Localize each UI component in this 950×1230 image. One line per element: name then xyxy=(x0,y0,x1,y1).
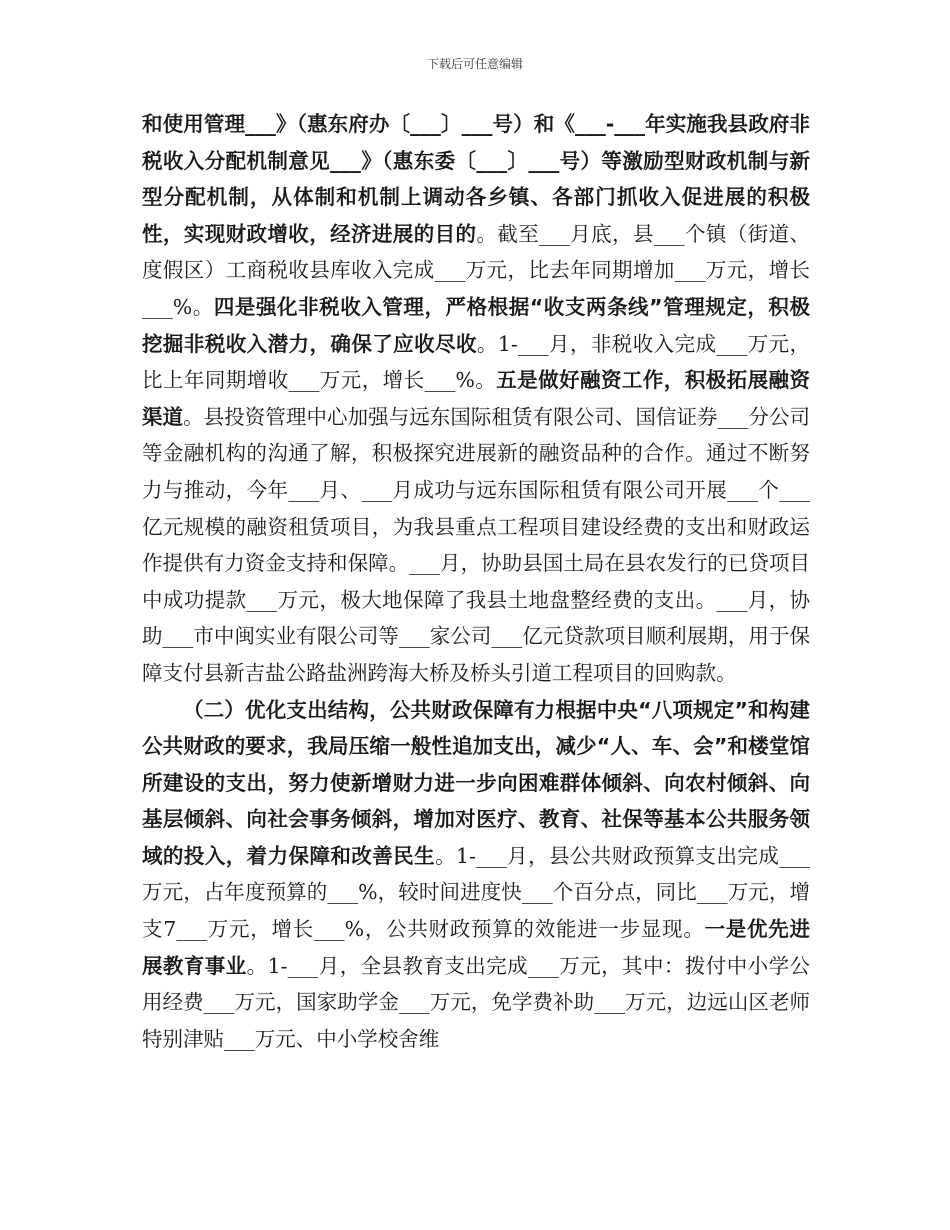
paragraph xyxy=(142,692,810,1058)
page-header: 下载后可任意编辑 xyxy=(426,57,523,71)
body-text: 。1-___月，县公共财政预算支出完成___万元，占年度预算的___%，较时间进度快___个百分点，同比___万元，增支7___万元，增长___%，公共财政预算的效能进一步显现。 xyxy=(142,843,811,942)
body-text: 。1-___月，全县教育支出完成___万元，其中：拨付中小学公用经费___万元，国家助学金___万元，免学费补助___万元，边远山区老师特别津贴___万元、中小学校舍维 xyxy=(142,953,811,1051)
bold-text: 一是优先进展教育事业 xyxy=(142,917,811,978)
document-body xyxy=(142,106,810,1057)
body-text: 。县投资管理中心加强与远东国际租赁有限公司、国信证券___分公司等金融机构的沟通了解，积极探究进展新的融资品种的合作。通过不断努力与推动，今年___月、___月成功与远东国际租赁有限公司开展___个___亿元规模的融资租赁项目，为我县重点工程项目建设经费的支出和财政运作提供有力资金支持和保障。___月，协助县国土局在县农发行的已贷项目中成功提款___万元，极大地保障了我县土地盘整经费的支出。___月，协助___市中闽实业有限公司等___家公司___亿元贷款项目顺利展期，用于保障支付县新吉盐公路盐洲跨海大桥及桥头引道工程项目的回购款。 xyxy=(142,404,811,685)
body-text: 。截至___月底，县___个镇（街道、度假区）工商税收县库收入完成___万元，比去年同期增加___万元，增长___%。 xyxy=(142,221,811,319)
bold-text: 四是强化非税收入管理，严格根据“收支两条线”管理规定，积极挖掘非税收入潜力，确保了应收尽收 xyxy=(142,294,810,356)
bold-text: 和使用管理___》（惠东府办〔___〕___号）和《___-___年实施我县政府非税收入分配机制意见___》（惠东委〔___〕___号）等激励型财政机制与新型分配机制，从体制和机制上调动各乡镇、各部门抓收入促进展的积极性，实现财政增收，经济进展的目的 xyxy=(142,112,810,246)
bold-text: （二）优化支出结构，公共财政保障有力根据中央“八项规定”和构建公共财政的要求，我局压缩一般性追加支出，减少“人、车、会”和楼堂馆所建设的支出，努力使新增财力进一步向困难群体倾斜、向农村倾斜、向基层倾斜、向社会事务倾斜，增加对医疗、教育、社保等基本公共服务领域的投入，着力保障和改善民生 xyxy=(142,697,810,868)
body-text: 。1-___月，非税收入完成___万元，比上年同期增收___万元，增长___%。 xyxy=(142,331,811,393)
paragraph xyxy=(142,106,810,692)
bold-text: 五是做好融资工作，积极拓展融资渠道 xyxy=(142,368,811,429)
